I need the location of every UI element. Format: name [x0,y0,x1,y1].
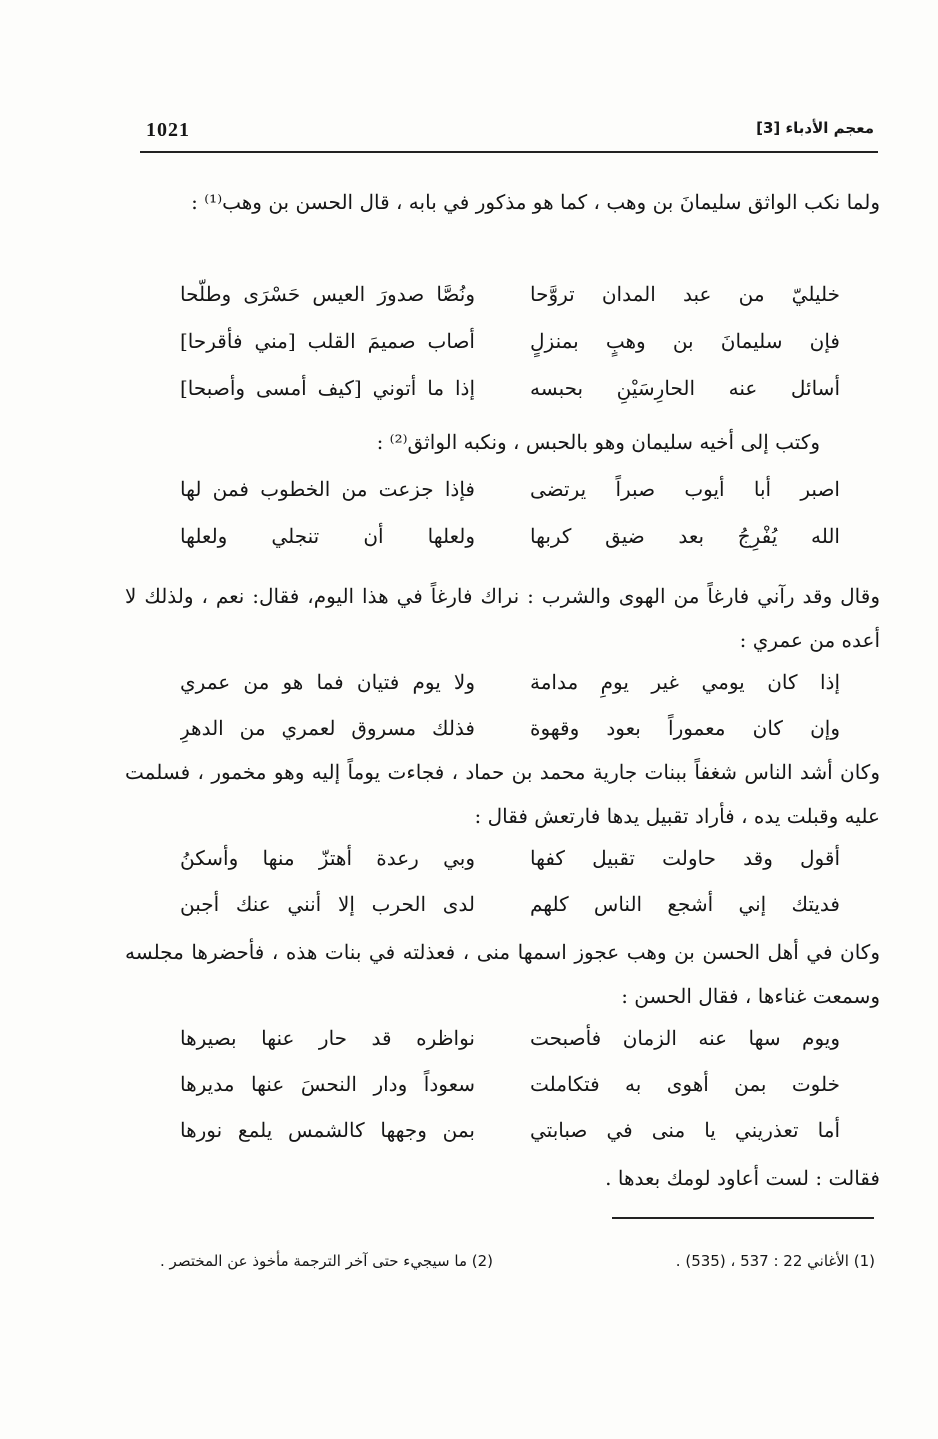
hemistich: ولا يوم فتيان فما هو من عمري [180,670,475,694]
footnote-2: (2) ما سيجيء حتى آخر الترجمة مأخوذ عن المختصر . [160,1252,493,1270]
footnote-1: (1) الأغاني 22 : 537 ، (535) . [675,1252,875,1270]
hemistich: فإذا جزعت من الخطوب فمن لها [180,477,475,501]
hemistich: أقول وقد حاولت تقبيل كفها [530,846,840,870]
hemistich: لدى الحرب إلا أنني عنك أجبن [180,892,475,916]
verse-line [140,882,840,926]
footnotes [160,1252,875,1280]
verse-line [140,1016,840,1060]
hemistich: خلوت بمن أهوى به فتكاملت [530,1072,840,1096]
hemistich: أما تعذريني يا منى في صبابتي [530,1118,840,1142]
page-header [140,117,878,153]
verse-line [140,366,840,410]
hemistich: ويوم سها عنه الزمان فأصبحت [530,1026,840,1050]
paragraph: وكان أشد الناس شغفاً ببنات جارية محمد بن حماد ، فجاءت يوماً إليه وهو مخمور ، فسلمت عليه وقبلت يده ، فأراد تقبيل يدها فارتعش فقال : [125,760,880,828]
hemistich: سعوداً ودار النحسَ عنها مديرها [180,1072,475,1096]
verse-line [140,836,840,880]
hemistich: إذا كان يومي غير يومِ مدامة [530,670,840,694]
running-title: معجم الأدباء [3] [756,119,874,137]
hemistich: وإن كان معموراً بعود وقهوة [530,716,840,740]
hemistich: نواظره قد حار عنها بصيرها [180,1026,475,1050]
hemistich: فإن سليمانَ بن وهبٍ بمنزلٍ [530,329,840,353]
hemistich: خليليّ من عبد المدان تروَّحا [530,282,840,306]
hemistich: أصاب صميمَ القلب [مني فأقرحا] [180,329,475,353]
hemistich: إذا ما أتوني [كيف أمسى وأصبحا] [180,376,475,400]
footnote-divider [612,1217,874,1219]
paragraph: ولما نكب الواثق سليمانَ بن وهب ، كما هو مذكور في بابه ، قال الحسن بن وهب⁽¹⁾ : [191,190,880,214]
verse-line [140,1062,840,1106]
hemistich: فديتك إني أشجع الناس كلهم [530,892,840,916]
paragraph: وقال وقد رآني فارغاً من الهوى والشرب : نراك فارغاً في هذا اليوم، فقال: نعم ، ولذلك لا أعده من عمري : [125,584,880,652]
page-number: 1021 [146,119,190,141]
hemistich: بمن وجهها كالشمس يلمع نورها [180,1118,475,1142]
hemistich: اصبر أبا أيوب صبراً يرتضى [530,477,840,501]
hemistich: وبي رعدة أهتزّ منها وأسكنُ [180,846,475,870]
hemistich: ونُصَّا صدورَ العيس حَسْرَى وطلّحا [180,282,475,306]
verse-line [140,467,840,511]
closing-line: فقالت : لست أعاود لومك بعدها . [605,1166,880,1190]
paragraph: وكان في أهل الحسن بن وهب عجوز اسمها منى ، فعذلته في بنات هذه ، فأحضرها مجلسه وسمعت غناءها ، فقال الحسن : [125,940,880,1008]
verse-line [140,706,840,750]
verse-line [140,660,840,704]
hemistich: الله يُفْرِجُ بعد ضيق كربها [530,524,840,548]
hemistich: فذلك مسروق لعمري من الدهرِ [180,716,475,740]
verse-line [140,514,840,558]
verse-line [140,319,840,363]
hemistich: ولعلها أن تنجلي ولعلها [180,524,475,548]
verse-line [140,272,840,316]
paragraph: وكتب إلى أخيه سليمان وهو بالحبس ، ونكبه الواثق⁽²⁾ : [376,430,820,454]
verse-line [140,1108,840,1152]
hemistich: أسائل عنه الحارِسَيْنِ بحبسه [530,376,840,400]
